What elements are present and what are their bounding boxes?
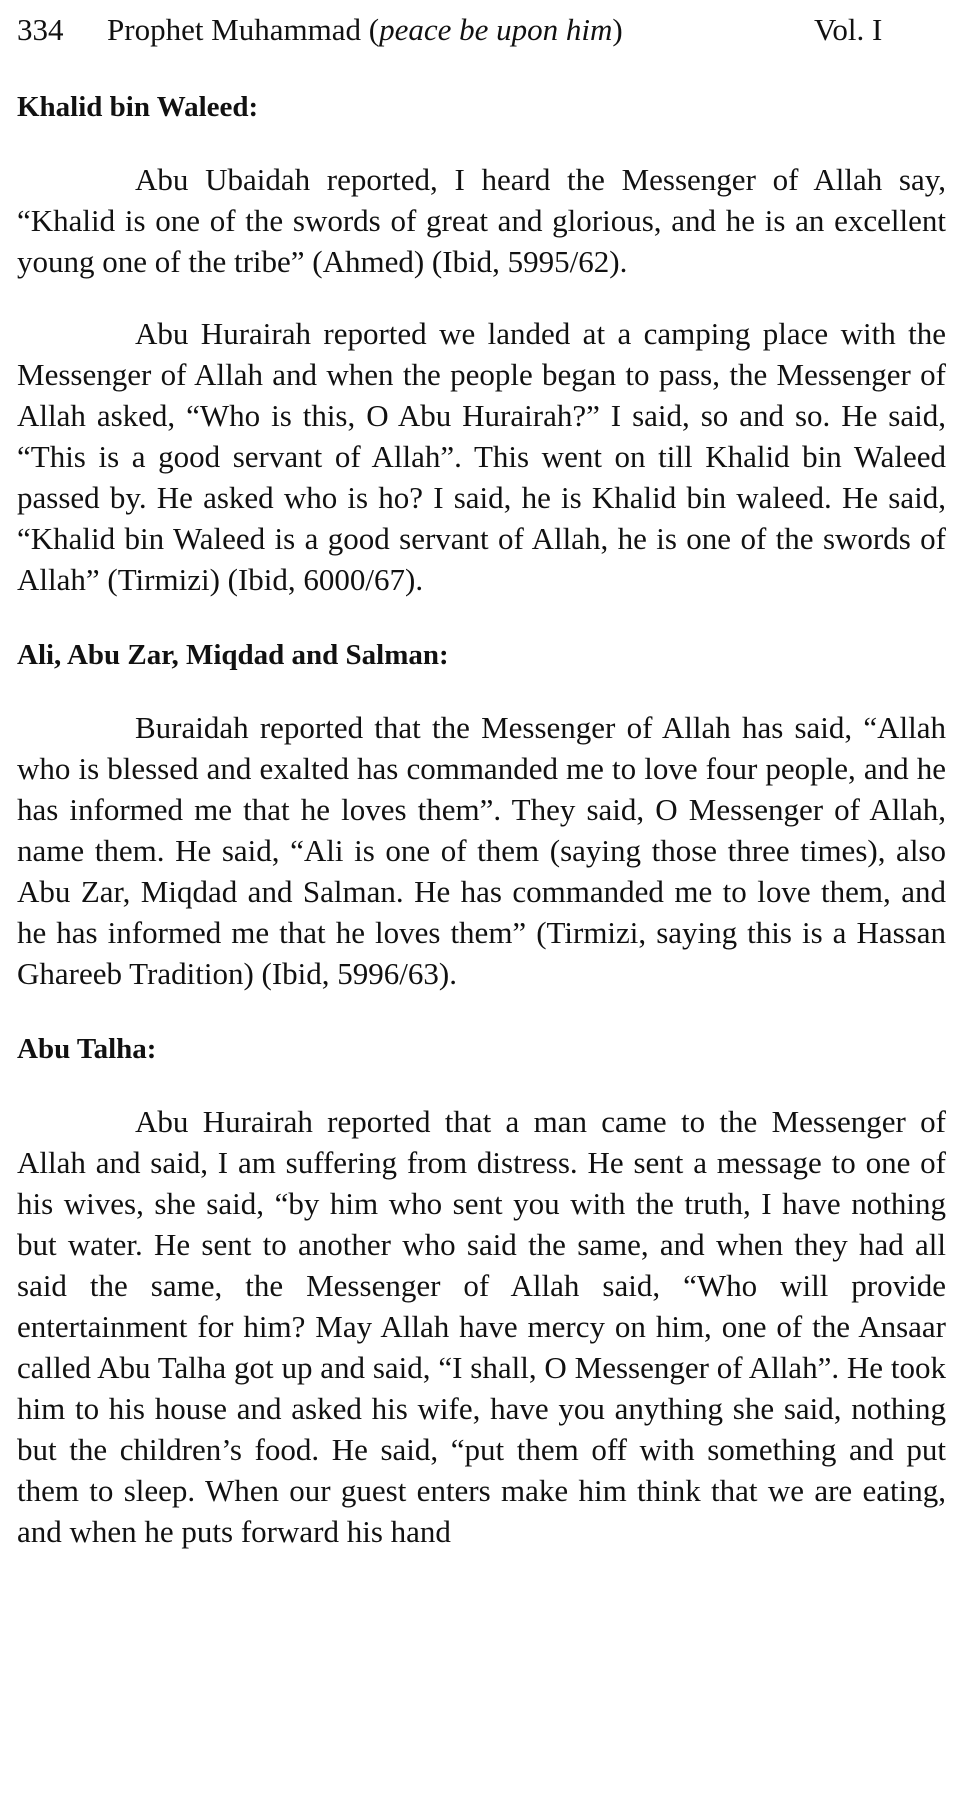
section-abu-talha [17,1030,946,1552]
book-title [107,8,623,52]
paragraph: Abu Hurairah reported we landed at a camping place with the Messenger of Allah and when the people began to pass, the Messenger of Allah asked, “Who is this, O Abu Hurairah?” I said, so and so. He said, “This is a good servant of Allah”. This went on till Khalid bin Waleed passed by. He asked who is ho? I said, he is Khalid bin waleed. He said, “Khalid bin Waleed is a good servant of Allah, he is one of the swords of Allah” (Tirmizi) (Ibid, 6000/67). [17,316,946,597]
paragraph: Buraidah reported that the Messenger of Allah has said, “Allah who is blessed and exalted has commanded me to love four people, and he has informed me that he loves them”. They said, O Messenger of Allah, name them. He said, “Ali is one of them (saying those three times), also Abu Zar, Miqdad and Salman. He has commanded me to love them, and he has informed me that he loves them” (Tirmizi, saying this is a Hassan Ghareeb Tradition) (Ibid, 5996/63). [17,710,946,991]
paragraph: Abu Ubaidah reported, I heard the Messenger of Allah say, “Khalid is one of the swords of great and glorious, and he is an excellent young one of the tribe” (Ahmed) (Ibid, 5995/62). [17,162,946,279]
volume-label: Vol. I [814,12,883,47]
section-heading: Khalid bin Waleed: [17,91,259,123]
section-heading: Ali, Abu Zar, Miqdad and Salman: [17,639,449,671]
section-ali-abu-zar-miqdad-salman [17,636,946,994]
book-title-suffix: ) [612,12,623,47]
book-title-prefix: Prophet Muhammad ( [107,12,380,47]
section-heading: Abu Talha: [17,1033,157,1065]
paragraph: Abu Hurairah reported that a man came to the Messenger of Allah and said, I am suffering from distress. He sent a message to one of his wives, she said, “by him who sent you with the truth, I have nothing but water. He sent to another who said the same, and when they had all said the same, the Messenger of Allah said, “Who will provide entertainment for him? May Allah have mercy on him, one of the Ansaar called Abu Talha got up and said, “I shall, O Messenger of Allah”. He took him to his house and asked his wife, have you anything she said, nothing but the children’s food. He said, “put them off with something and put them to sleep. When our guest enters make him think that we are eating, and when he puts forward his hand [17,1104,946,1549]
section-khalid-bin-waleed [17,88,946,600]
running-header [17,8,946,52]
page-number: 334 [17,12,64,47]
book-title-honorific: peace be upon him [379,12,613,47]
